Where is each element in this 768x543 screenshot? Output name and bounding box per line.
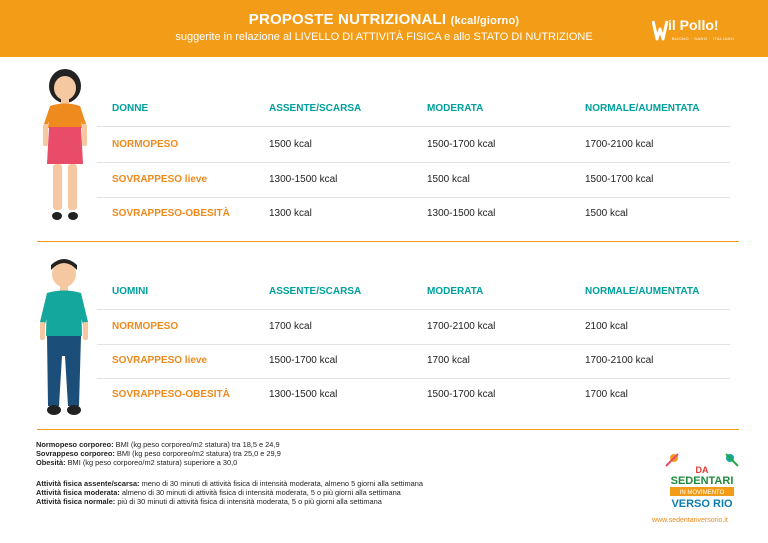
table-cell: 1500 kcal — [427, 174, 470, 185]
note-label: Normopeso corporeo: — [36, 440, 114, 449]
row-label: SOVRAPPESO lieve — [112, 355, 208, 366]
table-header-row — [97, 275, 730, 310]
badge-line3: VERSO RIO — [671, 498, 733, 510]
note-label: Obesità: — [36, 458, 66, 467]
note-label: Attività fisica assente/scarsa: — [36, 479, 140, 488]
row-label: NORMOPESO — [112, 321, 179, 332]
badge-line2: SEDENTARI — [670, 475, 734, 487]
note-line — [36, 449, 281, 458]
sedentari-verso-rio-badge — [660, 450, 744, 514]
table-cell: 1700 kcal — [269, 321, 312, 332]
logo-text: il Pollo! — [668, 17, 719, 33]
table-cell: 1700-2100 kcal — [585, 355, 654, 366]
page-title-unit: (kcal/giorno) — [450, 15, 520, 27]
table-header-cell: UOMINI — [112, 286, 149, 297]
table-cell: 1500-1700 kcal — [427, 139, 496, 150]
table-header-cell: NORMALE/AUMENTATA — [585, 103, 700, 114]
note-label: Attività fisica normale: — [36, 497, 116, 506]
man-illustration — [36, 256, 92, 422]
table-header-cell: MODERATA — [427, 286, 484, 297]
table-header-cell: ASSENTE/SCARSA — [269, 103, 362, 114]
row-label: SOVRAPPESO-OBESITÀ — [112, 208, 230, 219]
page-title-main: PROPOSTE NUTRIZIONALI — [248, 11, 447, 28]
table-cell: 1700 kcal — [427, 355, 470, 366]
note-label: Sovrappeso corporeo: — [36, 449, 115, 458]
table-cell: 1700 kcal — [585, 389, 628, 400]
table-cell: 1500-1700 kcal — [427, 389, 496, 400]
table-row — [97, 344, 730, 379]
note-text: BMI (kg peso corporeo/m2 statura) tra 25,0 e 29,9 — [114, 449, 281, 458]
note-text: meno di 30 minuti di attività fisica di intensità moderata, almeno 5 giorni alla settimana — [139, 479, 423, 488]
note-label: Attività fisica moderata: — [36, 488, 120, 497]
table-cell: 1300-1500 kcal — [269, 174, 338, 185]
table-header-row — [97, 92, 730, 127]
logo-tagline: BUONO · SANO · ITALIANO — [672, 36, 735, 41]
section-divider — [37, 241, 739, 242]
section-divider — [37, 429, 739, 430]
table-cell: 1300-1500 kcal — [269, 389, 338, 400]
table-row — [97, 163, 730, 198]
badge-line1: DA — [695, 465, 709, 475]
page-subtitle: suggerite in relazione al LIVELLO DI ATTIVITÀ FISICA e allo STATO DI NUTRIZIONE — [175, 31, 593, 43]
bmi-notes — [36, 440, 281, 467]
note-text: più di 30 minuti di attività fisica di intensità moderata, 5 o più giorni alla settimana — [115, 497, 382, 506]
note-line — [36, 440, 281, 449]
row-label: NORMOPESO — [112, 139, 179, 150]
table-header-cell: DONNE — [112, 103, 149, 114]
table-row — [97, 197, 730, 231]
table-cell: 1700-2100 kcal — [427, 321, 496, 332]
table-cell: 1700-2100 kcal — [585, 139, 654, 150]
table-cell: 1500-1700 kcal — [269, 355, 338, 366]
table-header-cell: MODERATA — [427, 103, 484, 114]
table-row — [97, 378, 730, 412]
activity-notes — [36, 479, 423, 506]
table-cell: 1500 kcal — [585, 208, 628, 219]
table-cell: 1500-1700 kcal — [585, 174, 654, 185]
note-text: BMI (kg peso corporeo/m2 statura) tra 18,5 e 24,9 — [113, 440, 280, 449]
woman-illustration — [36, 66, 94, 228]
table-cell: 2100 kcal — [585, 321, 628, 332]
note-text: BMI (kg peso corporeo/m2 statura) superiore a 30,0 — [65, 458, 238, 467]
table-row — [97, 128, 730, 163]
website-link[interactable]: www.sedentariversorio.it — [652, 517, 728, 524]
table-header-cell: NORMALE/AUMENTATA — [585, 286, 700, 297]
badge-ribbon: IN MOVIMENTO — [679, 490, 725, 496]
row-label: SOVRAPPESO-OBESITÀ — [112, 389, 230, 400]
note-line — [36, 497, 423, 506]
table-cell: 1500 kcal — [269, 139, 312, 150]
table-cell: 1300 kcal — [269, 208, 312, 219]
table-row — [97, 310, 730, 345]
table-header-cell: ASSENTE/SCARSA — [269, 286, 362, 297]
note-text: almeno di 30 minuti di attività fisica di intensità moderata, 5 o più giorni alla settimana — [119, 488, 401, 497]
note-line — [36, 458, 281, 467]
note-line — [36, 479, 423, 488]
row-label: SOVRAPPESO lieve — [112, 174, 208, 185]
note-line — [36, 488, 423, 497]
table-cell: 1300-1500 kcal — [427, 208, 496, 219]
